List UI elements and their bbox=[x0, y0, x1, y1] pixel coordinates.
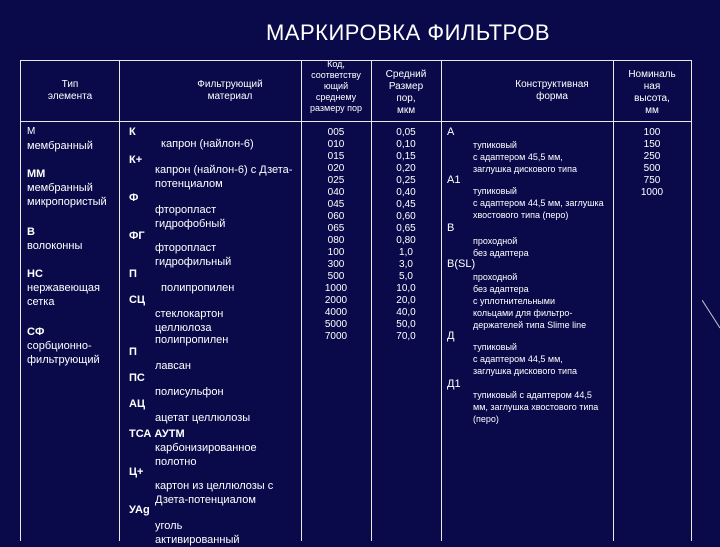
form-desc bbox=[473, 271, 611, 331]
code-value: 5000 bbox=[324, 319, 348, 330]
header-text: Код, bbox=[327, 59, 345, 69]
size-value: 3,0 bbox=[399, 259, 413, 270]
code-value: 1000 bbox=[324, 283, 348, 294]
height-value: 250 bbox=[643, 151, 661, 162]
form-desc bbox=[473, 235, 611, 259]
header-size bbox=[371, 69, 441, 117]
size-value: 0,80 bbox=[396, 235, 416, 246]
code-value: 045 bbox=[327, 199, 345, 210]
size-value: 0,10 bbox=[396, 139, 416, 150]
material-name: стеклокартон целлюлоза bbox=[155, 308, 224, 334]
form-desc-line: заглушка дискового типа bbox=[473, 366, 577, 376]
type-name: волоконны bbox=[27, 240, 83, 252]
material-code: ПС bbox=[129, 372, 145, 384]
header-text: Конструктивная bbox=[515, 79, 589, 90]
form-desc bbox=[473, 185, 611, 221]
form-desc bbox=[473, 139, 611, 175]
code-list bbox=[301, 127, 371, 343]
header-text: элемента bbox=[47, 91, 93, 102]
col-divider bbox=[441, 61, 442, 541]
size-value: 0,25 bbox=[396, 175, 416, 186]
height-value: 100 bbox=[643, 127, 661, 138]
marking-table bbox=[20, 59, 692, 546]
material-name: картон из целлюлозы с Дзета-потенциалом bbox=[155, 480, 274, 506]
decorative-line bbox=[702, 300, 720, 340]
material-code: К bbox=[129, 126, 136, 138]
form-desc-line: с адаптером 44,5 мм, заглушка bbox=[473, 198, 604, 208]
size-value: 0,65 bbox=[396, 223, 416, 234]
page-title: МАРКИРОВКА ФИЛЬТРОВ bbox=[265, 20, 550, 45]
size-value: 10,0 bbox=[396, 283, 416, 294]
type-code: М bbox=[27, 126, 36, 137]
code-value: 015 bbox=[327, 151, 345, 162]
material-code: ФГ bbox=[129, 230, 145, 242]
material-code: П bbox=[129, 346, 137, 358]
col-divider bbox=[119, 61, 120, 541]
material-name: полипропилен bbox=[161, 282, 235, 294]
header-text: Размер bbox=[388, 81, 424, 92]
header-form bbox=[441, 79, 613, 103]
material-name: полисульфон bbox=[155, 386, 224, 398]
size-list bbox=[371, 127, 441, 343]
header-text: материал bbox=[207, 91, 253, 102]
header-divider bbox=[21, 121, 691, 122]
size-value: 0,40 bbox=[396, 187, 416, 198]
type-name: нержавеющая сетка bbox=[27, 282, 100, 308]
form-desc-line: мм, заглушка хвостового типа bbox=[473, 402, 599, 412]
form-code: Д1 bbox=[447, 378, 461, 390]
code-value: 500 bbox=[327, 271, 345, 282]
size-value: 0,05 bbox=[396, 127, 416, 138]
type-name: мембранный bbox=[27, 140, 93, 152]
code-value: 010 bbox=[327, 139, 345, 150]
size-value: 0,60 bbox=[396, 211, 416, 222]
size-value: 0,45 bbox=[396, 199, 416, 210]
material-code: АЦ bbox=[129, 398, 145, 410]
material-code: П bbox=[129, 268, 137, 280]
form-code: Д bbox=[447, 330, 455, 342]
form-desc bbox=[473, 341, 611, 377]
form-desc-line: заглушка дискового типа bbox=[473, 164, 577, 174]
form-desc-line: тупиковый bbox=[473, 140, 517, 150]
code-value: 300 bbox=[327, 259, 345, 270]
type-name: мембранный микропористый bbox=[27, 182, 107, 208]
form-desc-line: (перо) bbox=[473, 414, 499, 424]
header-type bbox=[21, 79, 119, 103]
height-value: 500 bbox=[643, 163, 661, 174]
header-material bbox=[119, 79, 301, 103]
size-value: 5,0 bbox=[399, 271, 413, 282]
code-value: 7000 bbox=[324, 331, 348, 342]
type-code: СФ bbox=[27, 326, 45, 338]
header-text: Тип bbox=[61, 79, 79, 90]
material-name: карбонизированное полотно bbox=[155, 442, 257, 468]
material-name: ацетат целлюлозы bbox=[155, 412, 251, 424]
material-name: капрон (найлон-6) bbox=[161, 138, 254, 150]
material-name: уголь активированный bbox=[155, 520, 240, 546]
form-desc-line: проходной bbox=[473, 236, 518, 246]
header-text: форма bbox=[536, 91, 568, 102]
material-code: СЦ bbox=[129, 294, 145, 306]
type-code: НС bbox=[27, 268, 43, 280]
header-code bbox=[301, 59, 371, 114]
form-desc-line: тупиковый bbox=[473, 186, 517, 196]
size-value: 50,0 bbox=[396, 319, 416, 330]
header-text: Номиналь bbox=[628, 69, 676, 80]
form-desc bbox=[473, 389, 611, 425]
header-height bbox=[613, 69, 691, 117]
material-name: лавсан bbox=[155, 360, 191, 372]
material-code: К+ bbox=[129, 154, 143, 166]
form-desc-line: проходной bbox=[473, 272, 518, 282]
header-text: среднему bbox=[315, 92, 357, 102]
form-code: В(SL) bbox=[447, 258, 476, 270]
form-desc-line: держателей типа Slime line bbox=[473, 320, 587, 330]
size-value: 1,0 bbox=[399, 247, 413, 258]
form-desc-line: без адаптера bbox=[473, 248, 529, 258]
type-name: сорбционно-фильтрующий bbox=[27, 340, 100, 366]
header-text: Средний bbox=[385, 69, 427, 80]
height-value: 750 bbox=[643, 175, 661, 186]
material-code: Ф bbox=[129, 192, 139, 204]
size-value: 0,20 bbox=[396, 163, 416, 174]
material-name: фторопласт гидрофобный bbox=[155, 204, 226, 230]
material-code: Ц+ bbox=[129, 466, 144, 478]
height-value: 1000 bbox=[640, 187, 664, 198]
form-desc-line: с адаптером 44,5 мм, bbox=[473, 354, 563, 364]
form-desc-line: тупиковый bbox=[473, 342, 517, 352]
size-value: 70,0 bbox=[396, 331, 416, 342]
header-text: соответству bbox=[311, 70, 361, 80]
height-list bbox=[613, 127, 691, 199]
header-text: ная bbox=[643, 81, 661, 92]
header-text: мм bbox=[645, 105, 659, 116]
height-value: 150 bbox=[643, 139, 661, 150]
size-value: 20,0 bbox=[396, 295, 416, 306]
code-value: 4000 bbox=[324, 307, 348, 318]
code-value: 005 bbox=[327, 127, 345, 138]
form-code: А bbox=[447, 126, 455, 138]
form-desc-line: с уплотнительными bbox=[473, 296, 555, 306]
header-text: высота, bbox=[634, 93, 670, 104]
header-text: ющий bbox=[323, 81, 349, 91]
code-value: 025 bbox=[327, 175, 345, 186]
header-text: Фильтрующий bbox=[197, 79, 263, 90]
material-name: капрон (найлон-6) с Дзета-потенциалом bbox=[155, 164, 293, 190]
code-value: 2000 bbox=[324, 295, 348, 306]
code-value: 100 bbox=[327, 247, 345, 258]
header-text: пор, bbox=[396, 93, 416, 104]
form-desc-line: без адаптера bbox=[473, 284, 529, 294]
material-code: ТСА АУТМ bbox=[129, 428, 185, 440]
code-value: 080 bbox=[327, 235, 345, 246]
code-value: 040 bbox=[327, 187, 345, 198]
type-code: ММ bbox=[27, 168, 46, 180]
size-value: 0,15 bbox=[396, 151, 416, 162]
code-value: 065 bbox=[327, 223, 345, 234]
form-desc-line: с адаптером 45,5 мм, bbox=[473, 152, 563, 162]
form-desc-line: хвостового типа (перо) bbox=[473, 210, 569, 220]
material-name: фторопласт гидрофильный bbox=[155, 242, 232, 268]
header-text: размеру пор bbox=[309, 103, 363, 113]
form-code: В bbox=[447, 222, 455, 234]
size-value: 40,0 bbox=[396, 307, 416, 318]
code-value: 020 bbox=[327, 163, 345, 174]
code-value: 060 bbox=[327, 211, 345, 222]
form-desc-line: тупиковый с адаптером 44,5 bbox=[473, 390, 592, 400]
type-code: В bbox=[27, 226, 35, 238]
form-code: А1 bbox=[447, 174, 461, 186]
material-name: полипропилен bbox=[155, 334, 229, 346]
material-code: УАg bbox=[129, 504, 150, 516]
form-desc-line: кольцами для фильтро- bbox=[473, 308, 573, 318]
header-text: мкм bbox=[396, 105, 416, 116]
